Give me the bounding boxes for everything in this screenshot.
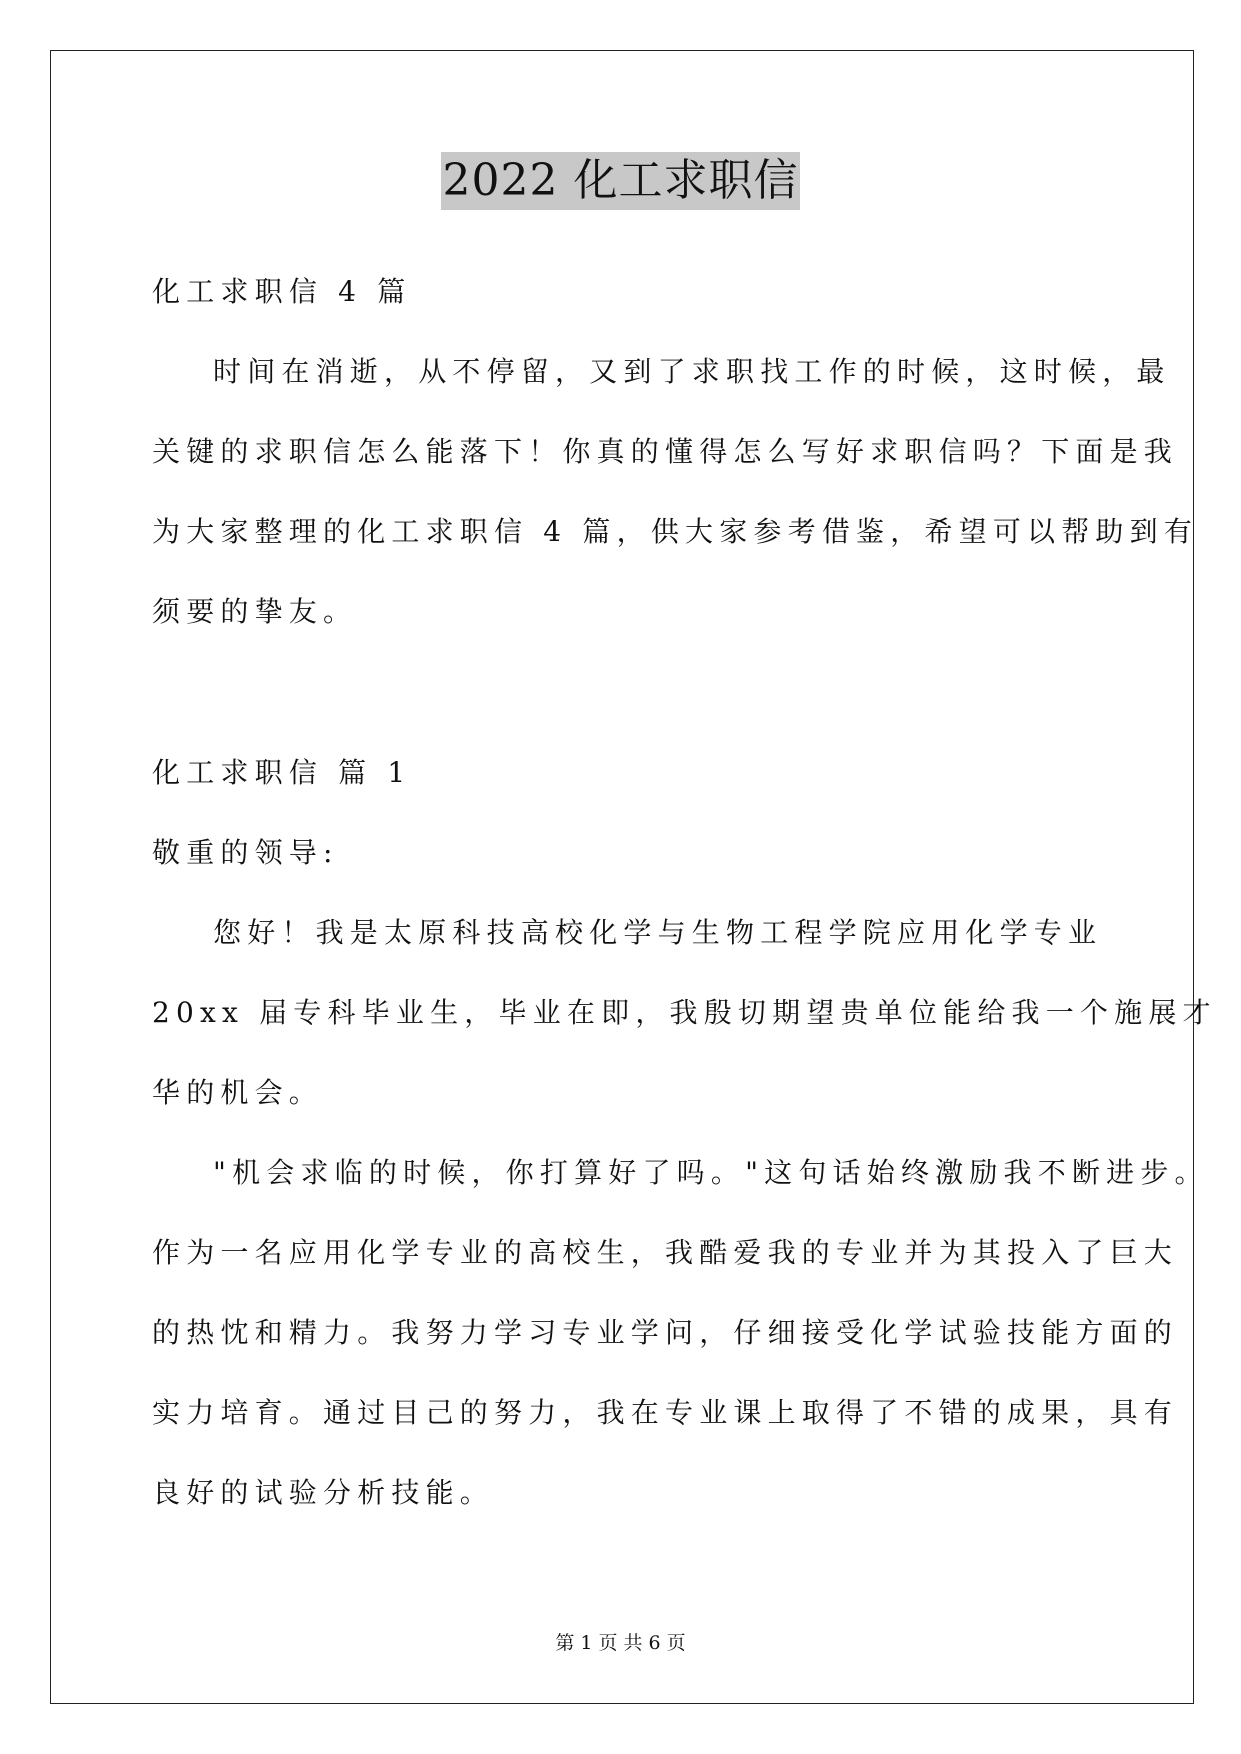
body-line: 作为一名应用化学专业的高校生，我酷爱我的专业并为其投入了巨大 [152, 1236, 1179, 1269]
title-container [0, 152, 1241, 210]
document-title: 2022 化工求职信 [441, 152, 801, 210]
page-number-footer: 第 1 页 共 6 页 [555, 1632, 686, 1654]
intro-line: 时间在消逝，从不停留，又到了求职找工作的时候，这时候，最 [213, 355, 1171, 388]
body-line: 您好！我是太原科技高校化学与生物工程学院应用化学专业 [213, 916, 1103, 949]
body-line: 20xx 届专科毕业生，毕业在即，我殷切期望贵单位能给我一个施展才 [152, 996, 1217, 1029]
body-line: 的热忱和精力。我努力学习专业学问，仔细接受化学试验技能方面的 [152, 1316, 1179, 1349]
body-line: 良好的试验分析技能。 [152, 1476, 495, 1509]
subtitle-line: 化工求职信 4 篇 [152, 275, 412, 308]
body-line: 华的机会。 [152, 1076, 324, 1109]
intro-line: 关键的求职信怎么能落下！你真的懂得怎么写好求职信吗？下面是我 [152, 435, 1179, 468]
body-line: "机会求临的时候，你打算好了吗。"这句话始终激励我不断进步。 [213, 1156, 1209, 1189]
salutation-line: 敬重的领导: [152, 836, 339, 869]
intro-line: 为大家整理的化工求职信 4 篇，供大家参考借鉴，希望可以帮助到有 [152, 515, 1199, 548]
body-line: 实力培育。通过目己的努力，我在专业课上取得了不错的成果，具有 [152, 1396, 1179, 1429]
intro-line: 须要的挚友。 [152, 595, 358, 628]
section-heading: 化工求职信 篇 1 [152, 756, 412, 789]
